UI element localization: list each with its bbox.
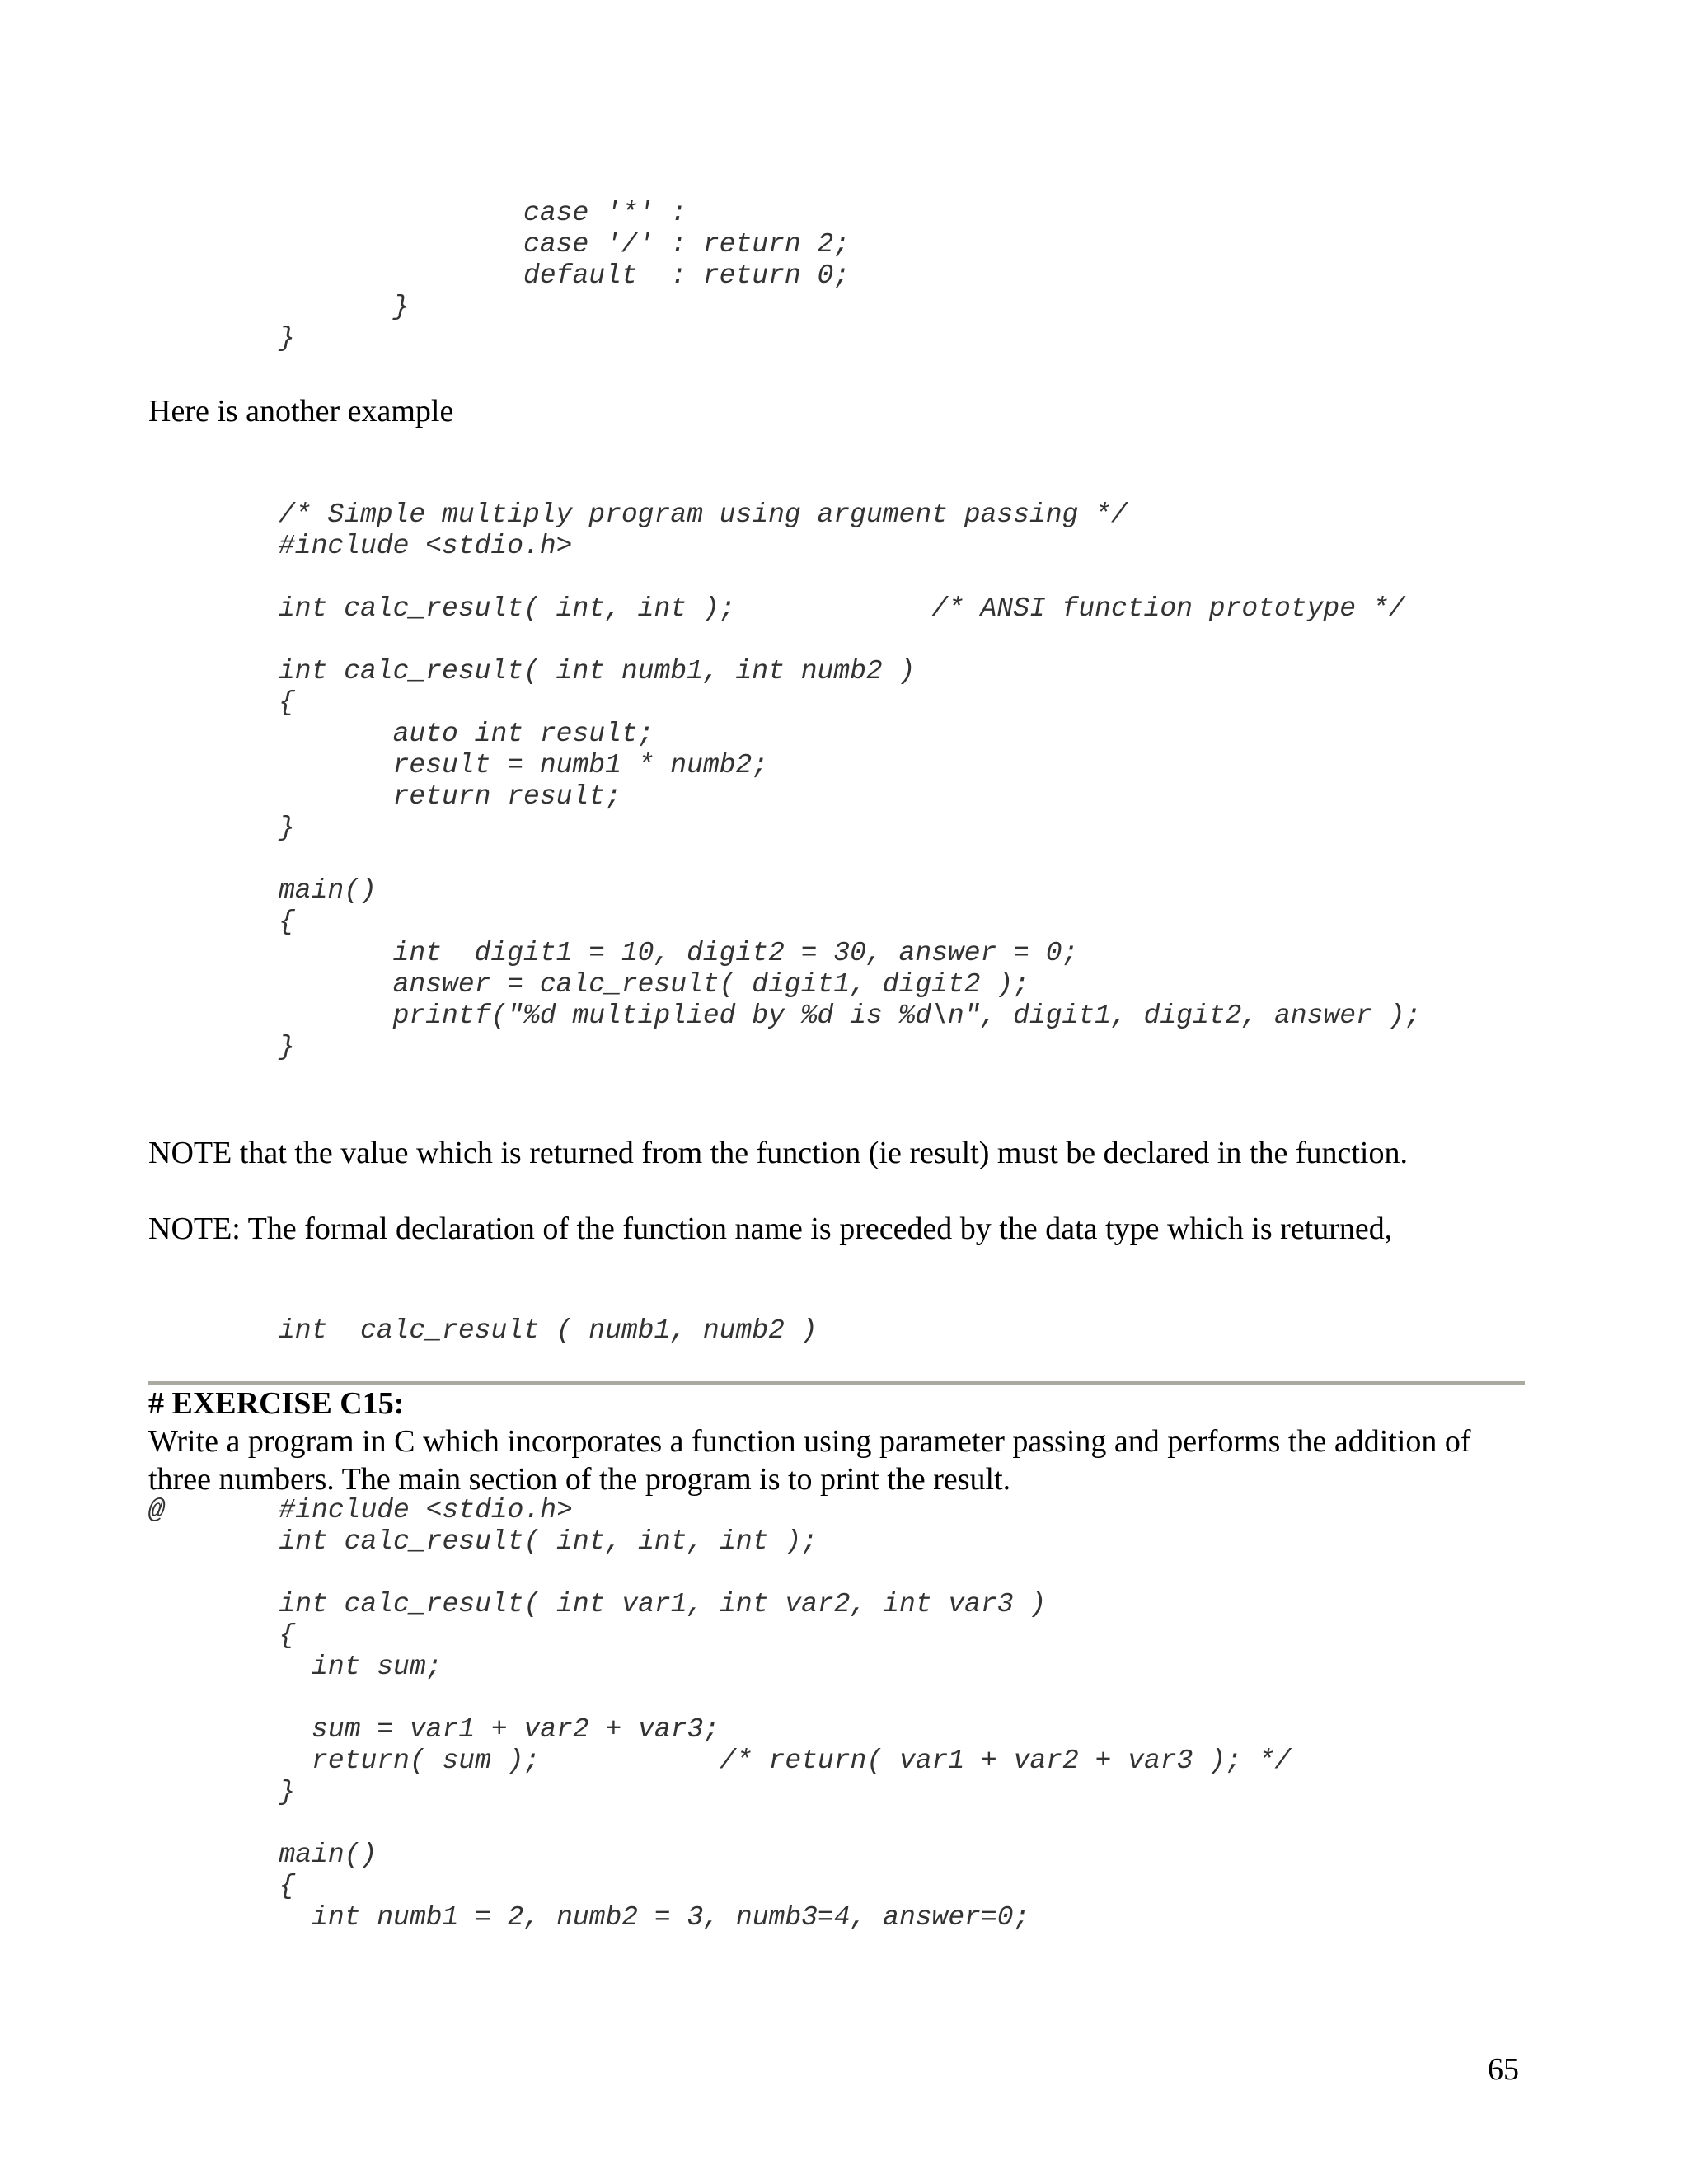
code-line: [279, 844, 1421, 875]
code-line: {: [148, 1871, 296, 1901]
code-block-multiply: [279, 499, 1421, 1063]
exercise-title: # EXERCISE C15:: [148, 1386, 405, 1421]
code-line: #include <stdio.h>: [279, 531, 573, 561]
page-number: 65: [1488, 2052, 1519, 2087]
code-line: default : return 0;: [279, 260, 851, 291]
code-line: int calc_result( int var1, int var2, int var3 ): [148, 1589, 1047, 1619]
code-declaration: [279, 1315, 818, 1347]
code-line: sum = var1 + var2 + var3;: [148, 1714, 720, 1745]
code-line: int calc_result( int, int ); /* ANSI function prototype */: [279, 593, 1405, 624]
code-line: }: [279, 323, 295, 354]
code-line: }: [279, 292, 410, 322]
code-line: @ #include <stdio.h>: [148, 1495, 573, 1526]
code-line: printf("%d multiplied by %d is %d\n", digit1, digit2, answer );: [279, 1001, 1422, 1031]
code-line: int numb1 = 2, numb2 = 3, numb3=4, answer=0;: [148, 1902, 1030, 1933]
code-line: [279, 562, 1421, 593]
code-line: {: [279, 907, 295, 937]
exercise-text: Write a program in C which incorporates a function using parameter passing and performs the addition of three numbers. The main section of the program is to print the result.: [148, 1424, 1471, 1497]
code-line: /* Simple multiply program using argument passing */: [279, 499, 1128, 530]
code-line: [148, 1808, 1291, 1840]
code-line: answer = calc_result( digit1, digit2 );: [279, 969, 1029, 1000]
code-line: return result;: [279, 781, 621, 812]
code-line: [148, 1683, 1291, 1714]
code-line: auto int result;: [279, 719, 654, 749]
code-line: {: [148, 1620, 296, 1651]
code-line: int calc_result( int, int, int );: [148, 1526, 818, 1557]
note-return-value: NOTE that the value which is returned from the function (ie result) must be declared in the function.: [148, 1136, 1408, 1170]
code-line: }: [279, 813, 295, 843]
code-line: [148, 1558, 1291, 1589]
code-line: case '/' : return 2;: [279, 229, 851, 260]
code-line: }: [279, 1032, 295, 1062]
code-block-switch-end: [279, 198, 850, 354]
code-line: return( sum ); /* return( var1 + var2 + var3 ); */: [148, 1746, 1292, 1776]
note-formal-declaration: NOTE: The formal declaration of the function name is preceded by the data type which is returned,: [148, 1212, 1393, 1246]
code-line: main(): [148, 1840, 377, 1870]
code-line: int sum;: [148, 1652, 443, 1682]
code-block-solution: [148, 1495, 1291, 1933]
paragraph-example: Here is another example: [148, 394, 454, 429]
code-line: {: [279, 687, 295, 718]
code-line: int calc_result ( numb1, numb2 ): [279, 1315, 818, 1346]
code-line: case '*' :: [279, 198, 687, 228]
code-line: main(): [279, 875, 377, 906]
code-line: result = numb1 * numb2;: [279, 750, 769, 780]
code-line: int digit1 = 10, digit2 = 30, answer = 0;: [279, 938, 1079, 968]
code-line: }: [148, 1777, 296, 1807]
code-line: int calc_result( int numb1, int numb2 ): [279, 656, 916, 687]
code-line: [279, 625, 1421, 656]
